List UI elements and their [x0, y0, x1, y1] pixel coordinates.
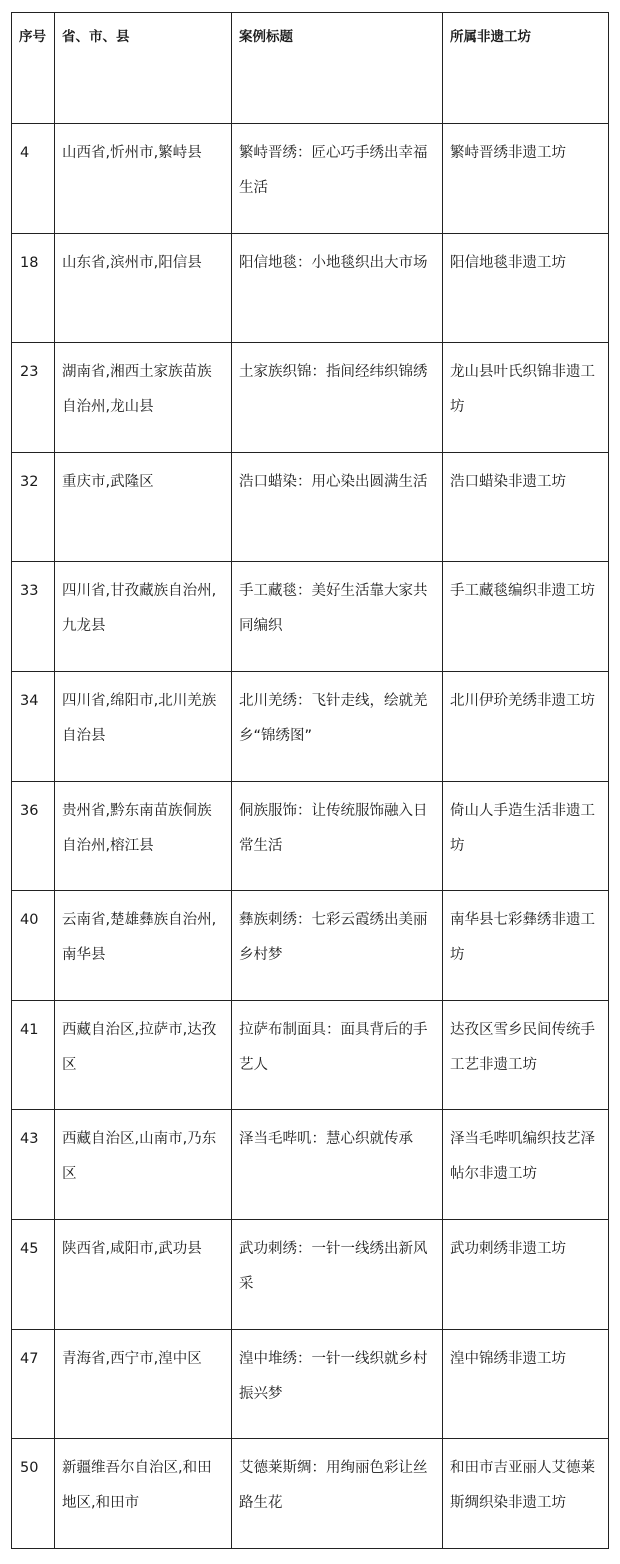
table-row [12, 1439, 609, 1549]
cell-number: 32 [12, 452, 55, 562]
cell-region: 西藏自治区,山南市,乃东区 [55, 1110, 232, 1220]
cell-workshop: 浩口蜡染非遗工坊 [443, 452, 609, 562]
cell-number: 45 [12, 1219, 55, 1329]
cell-case-title: 北川羌绣：飞针走线，绘就羌乡“锦绣图” [232, 671, 443, 781]
cell-region: 四川省,甘孜藏族自治州,九龙县 [55, 562, 232, 672]
cell-workshop: 繁峙晋绣非遗工坊 [443, 124, 609, 234]
cell-case-title: 手工藏毯：美好生活靠大家共同编织 [232, 562, 443, 672]
table-row [12, 1329, 609, 1439]
cell-case-title: 浩口蜡染：用心染出圆满生活 [232, 452, 443, 562]
cell-case-title: 繁峙晋绣：匠心巧手绣出幸福生活 [232, 124, 443, 234]
workshop-table [11, 12, 609, 1549]
table-row [12, 124, 609, 234]
table-row [12, 1110, 609, 1220]
cell-number: 41 [12, 1000, 55, 1110]
cell-case-title: 湟中堆绣：一针一线织就乡村振兴梦 [232, 1329, 443, 1439]
cell-case-title: 泽当毛哔叽：慧心织就传承 [232, 1110, 443, 1220]
cell-workshop: 和田市吉亚丽人艾德莱斯绸织染非遗工坊 [443, 1439, 609, 1549]
table-row [12, 343, 609, 453]
cell-number: 34 [12, 671, 55, 781]
cell-region: 四川省,绵阳市,北川羌族自治县 [55, 671, 232, 781]
cell-number: 43 [12, 1110, 55, 1220]
header-region: 省、市、县 [55, 13, 232, 124]
cell-case-title: 土家族织锦：指间经纬织锦绣 [232, 343, 443, 453]
table-row [12, 891, 609, 1001]
cell-case-title: 拉萨布制面具：面具背后的手艺人 [232, 1000, 443, 1110]
cell-case-title: 武功刺绣：一针一线绣出新风采 [232, 1219, 443, 1329]
table-header-row [12, 13, 609, 124]
table-row [12, 671, 609, 781]
cell-workshop: 达孜区雪乡民间传统手工艺非遗工坊 [443, 1000, 609, 1110]
table-row [12, 1219, 609, 1329]
cell-number: 4 [12, 124, 55, 234]
table-row [12, 781, 609, 891]
cell-workshop: 武功刺绣非遗工坊 [443, 1219, 609, 1329]
table-row [12, 452, 609, 562]
cell-number: 23 [12, 343, 55, 453]
table-row [12, 1000, 609, 1110]
table-row [12, 233, 609, 343]
cell-number: 40 [12, 891, 55, 1001]
cell-case-title: 侗族服饰：让传统服饰融入日常生活 [232, 781, 443, 891]
cell-workshop: 泽当毛哔叽编织技艺泽帖尔非遗工坊 [443, 1110, 609, 1220]
cell-region: 贵州省,黔东南苗族侗族自治州,榕江县 [55, 781, 232, 891]
cell-workshop: 北川伊玠羌绣非遗工坊 [443, 671, 609, 781]
cell-workshop: 手工藏毯编织非遗工坊 [443, 562, 609, 672]
cell-workshop: 南华县七彩彝绣非遗工坊 [443, 891, 609, 1001]
cell-workshop: 阳信地毯非遗工坊 [443, 233, 609, 343]
cell-number: 50 [12, 1439, 55, 1549]
cell-region: 山西省,忻州市,繁峙县 [55, 124, 232, 234]
cell-region: 新疆维吾尔自治区,和田地区,和田市 [55, 1439, 232, 1549]
cell-region: 西藏自治区,拉萨市,达孜区 [55, 1000, 232, 1110]
header-workshop: 所属非遗工坊 [443, 13, 609, 124]
table-row [12, 562, 609, 672]
cell-region: 青海省,西宁市,湟中区 [55, 1329, 232, 1439]
cell-number: 33 [12, 562, 55, 672]
cell-number: 47 [12, 1329, 55, 1439]
cell-workshop: 湟中锦绣非遗工坊 [443, 1329, 609, 1439]
cell-case-title: 彝族刺绣：七彩云霞绣出美丽乡村梦 [232, 891, 443, 1001]
cell-region: 陕西省,咸阳市,武功县 [55, 1219, 232, 1329]
cell-region: 重庆市,武隆区 [55, 452, 232, 562]
cell-case-title: 艾德莱斯绸：用绚丽色彩让丝路生花 [232, 1439, 443, 1549]
cell-region: 湖南省,湘西土家族苗族自治州,龙山县 [55, 343, 232, 453]
cell-workshop: 倚山人手造生活非遗工坊 [443, 781, 609, 891]
cell-region: 山东省,滨州市,阳信县 [55, 233, 232, 343]
header-number: 序号 [12, 13, 55, 124]
header-case-title: 案例标题 [232, 13, 443, 124]
cell-region: 云南省,楚雄彝族自治州,南华县 [55, 891, 232, 1001]
cell-number: 18 [12, 233, 55, 343]
cell-workshop: 龙山县叶氏织锦非遗工坊 [443, 343, 609, 453]
cell-case-title: 阳信地毯：小地毯织出大市场 [232, 233, 443, 343]
cell-number: 36 [12, 781, 55, 891]
